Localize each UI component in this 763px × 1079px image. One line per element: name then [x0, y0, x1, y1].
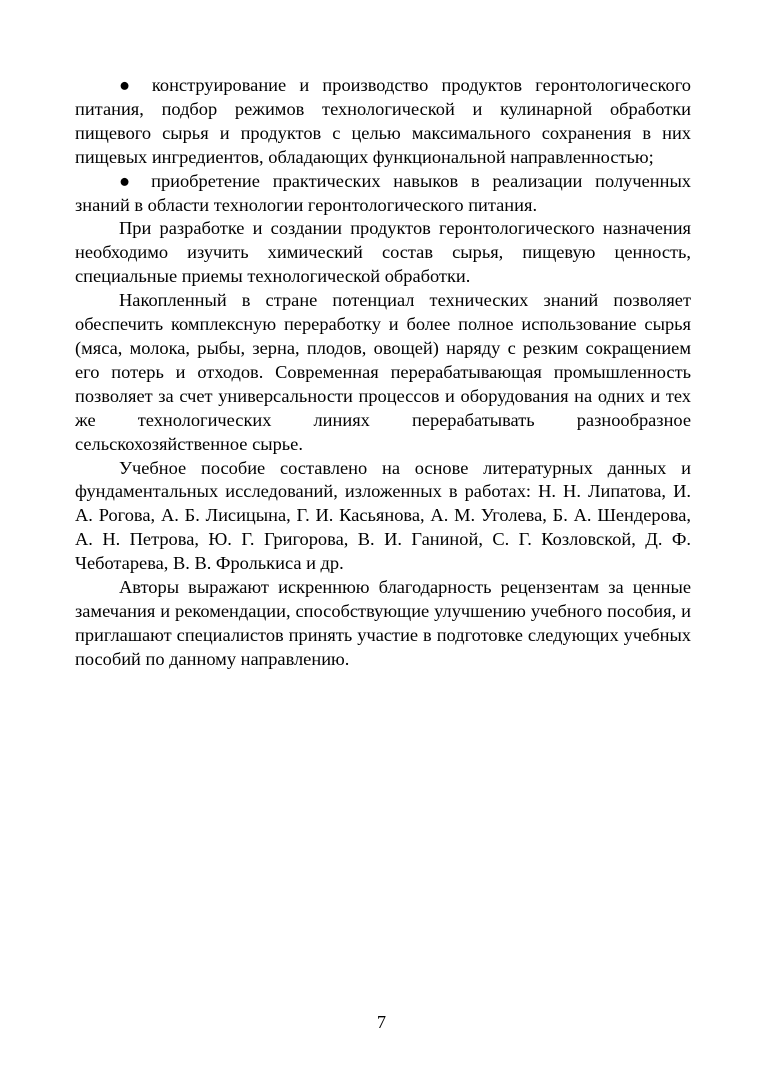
page-body [75, 74, 691, 672]
page-number: 7 [376, 1012, 387, 1032]
bullet-paragraph-practical-skills: ● приобретение практических навыков в реализации полученных знаний в области технологии геронтологического питания. [75, 170, 691, 215]
paragraph-sources: Учебное пособие составлено на основе литературных данных и фундаментальных исследований, изложенных в работах: Н. Н. Липатова, И. А. Рогова, А. Б. Лисицына, Г. И. Касьянова, А. М. Уголева, Б. А. Шендерова, А. Н. Петрова, Ю. Г. Григорова, В. И. Ганиной, С. Г. Козловской, Д. Ф. Чеботарева, В. В. Фролькиса и др. [75, 457, 691, 574]
paragraph-technical-potential: Накопленный в стране потенциал технических знаний позволяет обеспечить комплексную переработку и более полное использование сырья (мяса, молока, рыбы, зерна, плодов, овощей) наряду с резким сокращением его потерь и отходов. Современная перерабатывающая промышленность позволяет за счет универсальности процессов и оборудования на одних и тех же технологических линиях перерабатывать разнообразное сельскохозяйственное сырье. [75, 290, 691, 454]
paragraph-acknowledgements: Авторы выражают искреннюю благодарность рецензентам за ценные замечания и рекомендации, способствующие улучшению учебного пособия, и приглашают специалистов принять участие в подготовке следующих учебных пособий по данному направлению. [75, 577, 691, 669]
paragraph-raw-material-study: При разработке и создании продуктов геронтологического назначения необходимо изучить химический состав сырья, пищевую ценность, специальные приемы технологической обработки. [75, 218, 691, 287]
bullet-paragraph-product-design: ● конструирование и производство продуктов геронтологического питания, подбор режимов технологической и кулинарной обработки пищевого сырья и продуктов с целью максимального сохранения в них пищевых ингредиентов, обладающих функциональной направленностью; [75, 75, 691, 167]
